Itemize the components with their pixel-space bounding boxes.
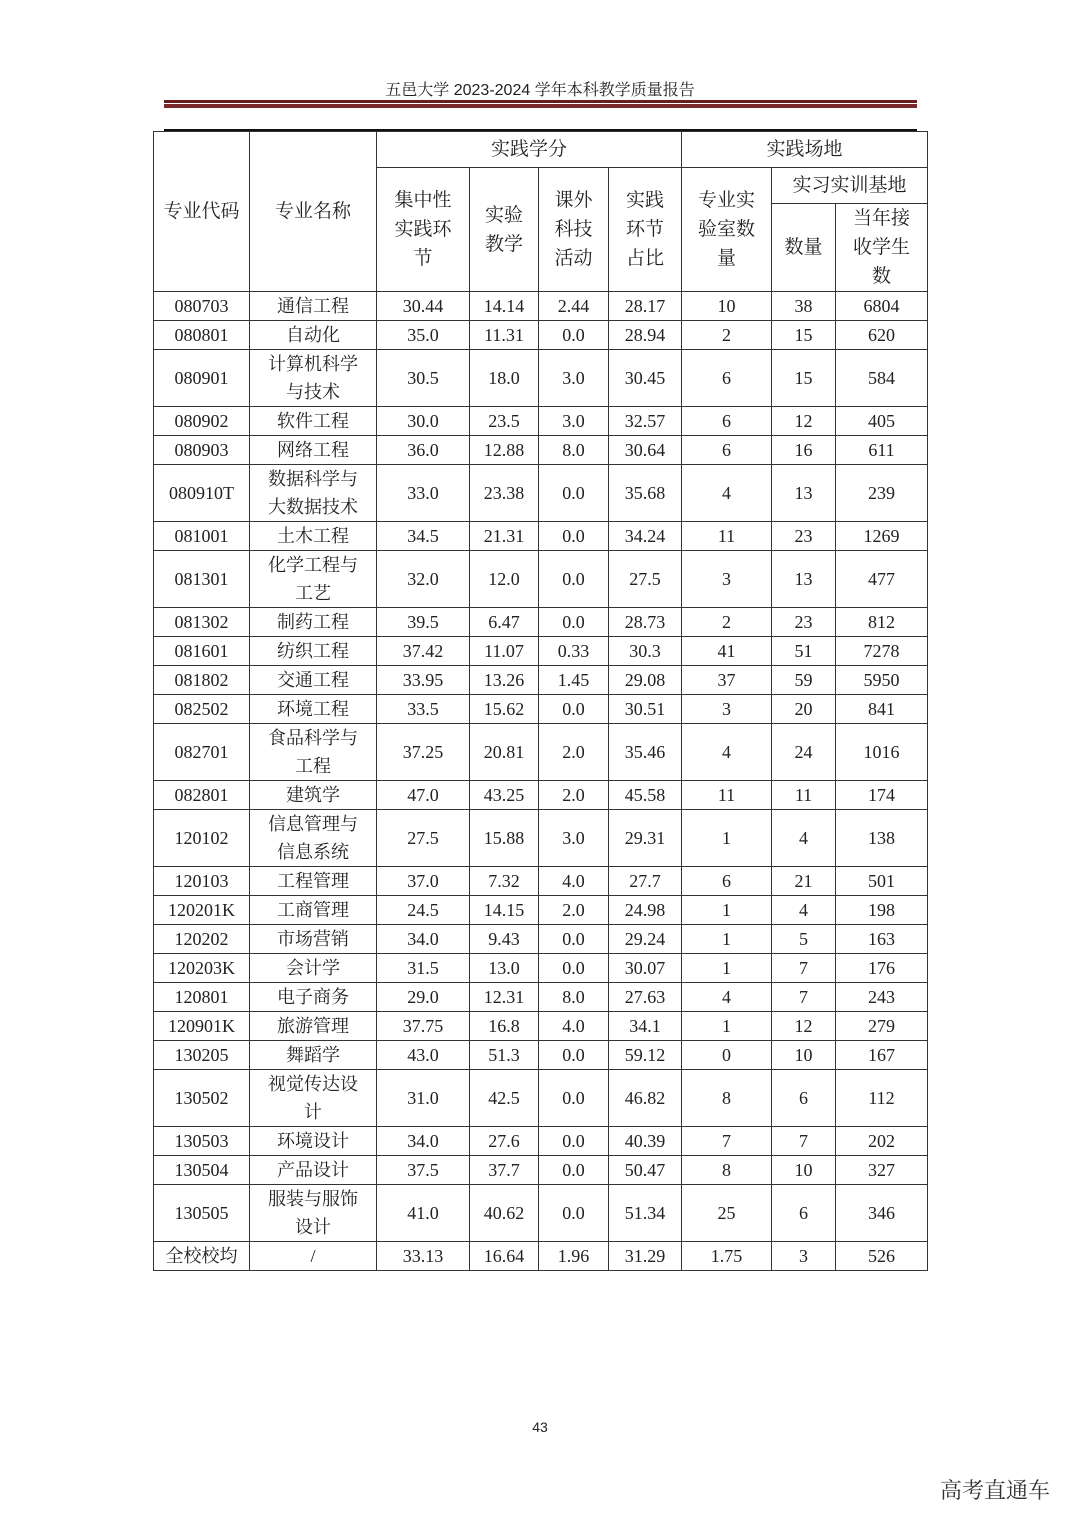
cell-lab-count: 6 (682, 407, 772, 436)
cell-major-code: 120901K (154, 1012, 250, 1041)
cell-lab-count: 4 (682, 983, 772, 1012)
cell-students-received: 5950 (836, 666, 928, 695)
cell-practice-ratio: 34.24 (609, 522, 682, 551)
cell-practice-ratio: 46.82 (609, 1070, 682, 1127)
cell-students-received: 243 (836, 983, 928, 1012)
cell-extracurricular: 3.0 (539, 350, 609, 407)
cell-base-count: 16 (772, 436, 836, 465)
cell-major-name: / (250, 1242, 377, 1271)
table-row (154, 925, 928, 954)
cell-experiment-teaching: 9.43 (470, 925, 539, 954)
cell-major-code: 130503 (154, 1127, 250, 1156)
cell-practice-ratio: 34.1 (609, 1012, 682, 1041)
cell-centralized-practice: 41.0 (377, 1185, 470, 1242)
cell-practice-ratio: 27.7 (609, 867, 682, 896)
cell-lab-count: 37 (682, 666, 772, 695)
cell-lab-count: 10 (682, 292, 772, 321)
cell-practice-ratio: 24.98 (609, 896, 682, 925)
cell-students-received: 584 (836, 350, 928, 407)
cell-lab-count: 11 (682, 522, 772, 551)
header-training-bases: 实习实训基地 (772, 168, 928, 204)
table-row (154, 810, 928, 867)
cell-practice-ratio: 31.29 (609, 1242, 682, 1271)
cell-experiment-teaching: 37.7 (470, 1156, 539, 1185)
cell-extracurricular: 2.44 (539, 292, 609, 321)
cell-lab-count: 4 (682, 465, 772, 522)
cell-students-received: 327 (836, 1156, 928, 1185)
cell-major-name: 化学工程与工艺 (250, 551, 377, 608)
table-row (154, 407, 928, 436)
cell-experiment-teaching: 40.62 (470, 1185, 539, 1242)
cell-centralized-practice: 36.0 (377, 436, 470, 465)
cell-experiment-teaching: 23.38 (470, 465, 539, 522)
cell-major-code: 081001 (154, 522, 250, 551)
cell-centralized-practice: 37.25 (377, 724, 470, 781)
cell-practice-ratio: 45.58 (609, 781, 682, 810)
header-base-count: 数量 (772, 204, 836, 292)
table-row (154, 1185, 928, 1242)
cell-base-count: 12 (772, 407, 836, 436)
cell-major-name: 环境设计 (250, 1127, 377, 1156)
cell-lab-count: 1 (682, 925, 772, 954)
cell-major-name: 服装与服饰设计 (250, 1185, 377, 1242)
cell-students-received: 174 (836, 781, 928, 810)
table-row (154, 1041, 928, 1070)
cell-major-code: 120201K (154, 896, 250, 925)
cell-lab-count: 2 (682, 608, 772, 637)
cell-major-code: 080703 (154, 292, 250, 321)
cell-major-code: 081802 (154, 666, 250, 695)
header-major-code: 专业代码 (154, 132, 250, 292)
watermark: 高考直通车 (940, 1479, 1051, 1504)
cell-major-name: 软件工程 (250, 407, 377, 436)
cell-base-count: 13 (772, 551, 836, 608)
cell-experiment-teaching: 14.14 (470, 292, 539, 321)
cell-experiment-teaching: 12.31 (470, 983, 539, 1012)
table-row (154, 954, 928, 983)
cell-major-name: 旅游管理 (250, 1012, 377, 1041)
cell-practice-ratio: 30.3 (609, 637, 682, 666)
cell-major-name: 食品科学与工程 (250, 724, 377, 781)
cell-experiment-teaching: 20.81 (470, 724, 539, 781)
cell-base-count: 23 (772, 608, 836, 637)
cell-base-count: 10 (772, 1041, 836, 1070)
cell-practice-ratio: 29.24 (609, 925, 682, 954)
cell-lab-count: 1 (682, 896, 772, 925)
cell-base-count: 7 (772, 954, 836, 983)
cell-students-received: 611 (836, 436, 928, 465)
cell-major-name: 数据科学与大数据技术 (250, 465, 377, 522)
cell-base-count: 38 (772, 292, 836, 321)
cell-extracurricular: 4.0 (539, 1012, 609, 1041)
cell-major-code: 130502 (154, 1070, 250, 1127)
cell-centralized-practice: 37.75 (377, 1012, 470, 1041)
table-row (154, 522, 928, 551)
page-number: 43 (532, 1419, 548, 1435)
cell-practice-ratio: 29.08 (609, 666, 682, 695)
table-row (154, 1012, 928, 1041)
cell-students-received: 167 (836, 1041, 928, 1070)
cell-centralized-practice: 30.5 (377, 350, 470, 407)
cell-major-code: 080902 (154, 407, 250, 436)
cell-experiment-teaching: 15.88 (470, 810, 539, 867)
cell-base-count: 24 (772, 724, 836, 781)
cell-major-name: 会计学 (250, 954, 377, 983)
cell-centralized-practice: 35.0 (377, 321, 470, 350)
cell-experiment-teaching: 13.26 (470, 666, 539, 695)
cell-major-code: 080910T (154, 465, 250, 522)
cell-students-received: 477 (836, 551, 928, 608)
cell-base-count: 3 (772, 1242, 836, 1271)
cell-extracurricular: 0.0 (539, 1185, 609, 1242)
table-row (154, 867, 928, 896)
cell-base-count: 51 (772, 637, 836, 666)
cell-lab-count: 4 (682, 724, 772, 781)
table-row (154, 781, 928, 810)
cell-students-received: 841 (836, 695, 928, 724)
cell-major-code: 120102 (154, 810, 250, 867)
cell-major-code: 120203K (154, 954, 250, 983)
cell-experiment-teaching: 27.6 (470, 1127, 539, 1156)
cell-major-name: 信息管理与信息系统 (250, 810, 377, 867)
header-practice-ratio: 实践环节占比 (609, 168, 682, 292)
cell-base-count: 7 (772, 983, 836, 1012)
header-centralized-practice: 集中性实践环节 (377, 168, 470, 292)
cell-lab-count: 11 (682, 781, 772, 810)
cell-major-code: 080901 (154, 350, 250, 407)
cell-base-count: 21 (772, 867, 836, 896)
cell-base-count: 15 (772, 350, 836, 407)
table-body (154, 292, 928, 1271)
cell-base-count: 13 (772, 465, 836, 522)
cell-experiment-teaching: 11.07 (470, 637, 539, 666)
cell-extracurricular: 8.0 (539, 436, 609, 465)
header-rule (164, 100, 917, 103)
cell-major-code: 082502 (154, 695, 250, 724)
cell-major-name: 工程管理 (250, 867, 377, 896)
cell-students-received: 1269 (836, 522, 928, 551)
table-row (154, 666, 928, 695)
cell-practice-ratio: 30.45 (609, 350, 682, 407)
cell-extracurricular: 8.0 (539, 983, 609, 1012)
cell-major-name: 电子商务 (250, 983, 377, 1012)
cell-centralized-practice: 34.0 (377, 1127, 470, 1156)
cell-base-count: 4 (772, 896, 836, 925)
cell-centralized-practice: 24.5 (377, 896, 470, 925)
cell-lab-count: 7 (682, 1127, 772, 1156)
cell-major-code: 120202 (154, 925, 250, 954)
cell-major-code: 082701 (154, 724, 250, 781)
cell-students-received: 812 (836, 608, 928, 637)
cell-extracurricular: 1.96 (539, 1242, 609, 1271)
cell-practice-ratio: 28.73 (609, 608, 682, 637)
cell-lab-count: 2 (682, 321, 772, 350)
cell-lab-count: 6 (682, 436, 772, 465)
cell-major-name: 产品设计 (250, 1156, 377, 1185)
cell-extracurricular: 0.0 (539, 1127, 609, 1156)
cell-centralized-practice: 39.5 (377, 608, 470, 637)
cell-major-code: 120103 (154, 867, 250, 896)
cell-centralized-practice: 37.5 (377, 1156, 470, 1185)
cell-lab-count: 3 (682, 695, 772, 724)
cell-extracurricular: 3.0 (539, 810, 609, 867)
table-row (154, 350, 928, 407)
cell-base-count: 10 (772, 1156, 836, 1185)
cell-centralized-practice: 31.5 (377, 954, 470, 983)
cell-major-code: 082801 (154, 781, 250, 810)
cell-students-received: 176 (836, 954, 928, 983)
cell-extracurricular: 0.0 (539, 925, 609, 954)
cell-major-code: 120801 (154, 983, 250, 1012)
cell-practice-ratio: 27.5 (609, 551, 682, 608)
cell-base-count: 4 (772, 810, 836, 867)
cell-centralized-practice: 33.13 (377, 1242, 470, 1271)
cell-centralized-practice: 31.0 (377, 1070, 470, 1127)
table-row (154, 1070, 928, 1127)
cell-students-received: 526 (836, 1242, 928, 1271)
cell-experiment-teaching: 51.3 (470, 1041, 539, 1070)
cell-major-code: 130504 (154, 1156, 250, 1185)
cell-experiment-teaching: 15.62 (470, 695, 539, 724)
table-row (154, 465, 928, 522)
cell-base-count: 59 (772, 666, 836, 695)
cell-major-name: 舞蹈学 (250, 1041, 377, 1070)
cell-students-received: 501 (836, 867, 928, 896)
cell-major-name: 建筑学 (250, 781, 377, 810)
cell-students-received: 6804 (836, 292, 928, 321)
cell-extracurricular: 2.0 (539, 724, 609, 781)
cell-practice-ratio: 32.57 (609, 407, 682, 436)
cell-practice-ratio: 30.64 (609, 436, 682, 465)
cell-students-received: 198 (836, 896, 928, 925)
cell-practice-ratio: 51.34 (609, 1185, 682, 1242)
table-row (154, 1127, 928, 1156)
table-row (154, 436, 928, 465)
table-row (154, 321, 928, 350)
cell-practice-ratio: 40.39 (609, 1127, 682, 1156)
practice-credits-table (153, 131, 928, 1271)
cell-practice-ratio: 28.94 (609, 321, 682, 350)
cell-major-code: 130505 (154, 1185, 250, 1242)
cell-practice-ratio: 59.12 (609, 1041, 682, 1070)
cell-major-name: 环境工程 (250, 695, 377, 724)
cell-students-received: 279 (836, 1012, 928, 1041)
cell-major-code: 081601 (154, 637, 250, 666)
header-lab-count: 专业实验室数量 (682, 168, 772, 292)
cell-major-name: 土木工程 (250, 522, 377, 551)
table-row (154, 637, 928, 666)
cell-experiment-teaching: 14.15 (470, 896, 539, 925)
table-row (154, 551, 928, 608)
cell-base-count: 12 (772, 1012, 836, 1041)
cell-experiment-teaching: 18.0 (470, 350, 539, 407)
cell-lab-count: 6 (682, 867, 772, 896)
cell-experiment-teaching: 6.47 (470, 608, 539, 637)
cell-centralized-practice: 33.95 (377, 666, 470, 695)
cell-major-code: 130205 (154, 1041, 250, 1070)
cell-students-received: 112 (836, 1070, 928, 1127)
cell-base-count: 5 (772, 925, 836, 954)
cell-centralized-practice: 34.5 (377, 522, 470, 551)
cell-experiment-teaching: 11.31 (470, 321, 539, 350)
cell-lab-count: 8 (682, 1156, 772, 1185)
table-row (154, 608, 928, 637)
cell-students-received: 346 (836, 1185, 928, 1242)
cell-practice-ratio: 30.51 (609, 695, 682, 724)
cell-experiment-teaching: 16.64 (470, 1242, 539, 1271)
cell-lab-count: 1 (682, 810, 772, 867)
cell-centralized-practice: 47.0 (377, 781, 470, 810)
cell-students-received: 405 (836, 407, 928, 436)
cell-extracurricular: 0.0 (539, 522, 609, 551)
cell-major-code: 080903 (154, 436, 250, 465)
cell-practice-ratio: 28.17 (609, 292, 682, 321)
cell-extracurricular: 0.0 (539, 1041, 609, 1070)
cell-practice-ratio: 50.47 (609, 1156, 682, 1185)
cell-experiment-teaching: 43.25 (470, 781, 539, 810)
cell-major-name: 网络工程 (250, 436, 377, 465)
cell-extracurricular: 0.0 (539, 1070, 609, 1127)
cell-major-code: 全校校均 (154, 1242, 250, 1271)
table-row (154, 896, 928, 925)
cell-extracurricular: 0.0 (539, 551, 609, 608)
cell-students-received: 620 (836, 321, 928, 350)
cell-centralized-practice: 32.0 (377, 551, 470, 608)
header-students-received: 当年接收学生数 (836, 204, 928, 292)
cell-lab-count: 1 (682, 954, 772, 983)
table-row-average (154, 1242, 928, 1271)
cell-centralized-practice: 34.0 (377, 925, 470, 954)
cell-base-count: 20 (772, 695, 836, 724)
cell-practice-ratio: 27.63 (609, 983, 682, 1012)
cell-centralized-practice: 30.44 (377, 292, 470, 321)
cell-lab-count: 41 (682, 637, 772, 666)
table-row (154, 983, 928, 1012)
cell-extracurricular: 4.0 (539, 867, 609, 896)
cell-extracurricular: 1.45 (539, 666, 609, 695)
cell-centralized-practice: 37.0 (377, 867, 470, 896)
header-rule-thick (164, 104, 917, 108)
cell-base-count: 11 (772, 781, 836, 810)
table-row (154, 724, 928, 781)
header-extracurricular: 课外科技活动 (539, 168, 609, 292)
header-experiment-teaching: 实验教学 (470, 168, 539, 292)
cell-extracurricular: 0.0 (539, 321, 609, 350)
cell-major-code: 081302 (154, 608, 250, 637)
cell-major-name: 交通工程 (250, 666, 377, 695)
cell-practice-ratio: 29.31 (609, 810, 682, 867)
cell-centralized-practice: 30.0 (377, 407, 470, 436)
report-header-title: 五邑大学 2023-2024 学年本科教学质量报告 (385, 82, 695, 99)
cell-experiment-teaching: 16.8 (470, 1012, 539, 1041)
cell-centralized-practice: 33.5 (377, 695, 470, 724)
cell-centralized-practice: 37.42 (377, 637, 470, 666)
cell-students-received: 163 (836, 925, 928, 954)
cell-major-code: 080801 (154, 321, 250, 350)
cell-base-count: 6 (772, 1070, 836, 1127)
cell-lab-count: 25 (682, 1185, 772, 1242)
cell-students-received: 239 (836, 465, 928, 522)
cell-extracurricular: 0.0 (539, 465, 609, 522)
cell-experiment-teaching: 7.32 (470, 867, 539, 896)
table-row (154, 292, 928, 321)
cell-extracurricular: 2.0 (539, 896, 609, 925)
cell-extracurricular: 0.0 (539, 608, 609, 637)
cell-practice-ratio: 30.07 (609, 954, 682, 983)
cell-base-count: 6 (772, 1185, 836, 1242)
cell-experiment-teaching: 13.0 (470, 954, 539, 983)
cell-centralized-practice: 29.0 (377, 983, 470, 1012)
cell-centralized-practice: 27.5 (377, 810, 470, 867)
cell-extracurricular: 2.0 (539, 781, 609, 810)
cell-lab-count: 6 (682, 350, 772, 407)
cell-experiment-teaching: 12.88 (470, 436, 539, 465)
header-practice-sites: 实践场地 (682, 132, 928, 168)
cell-students-received: 138 (836, 810, 928, 867)
cell-major-name: 视觉传达设计 (250, 1070, 377, 1127)
cell-extracurricular: 3.0 (539, 407, 609, 436)
cell-base-count: 23 (772, 522, 836, 551)
cell-lab-count: 0 (682, 1041, 772, 1070)
cell-major-name: 工商管理 (250, 896, 377, 925)
cell-lab-count: 3 (682, 551, 772, 608)
cell-lab-count: 1 (682, 1012, 772, 1041)
cell-centralized-practice: 43.0 (377, 1041, 470, 1070)
cell-extracurricular: 0.0 (539, 695, 609, 724)
cell-major-name: 纺织工程 (250, 637, 377, 666)
cell-extracurricular: 0.0 (539, 1156, 609, 1185)
cell-major-name: 自动化 (250, 321, 377, 350)
cell-experiment-teaching: 21.31 (470, 522, 539, 551)
cell-major-name: 制药工程 (250, 608, 377, 637)
cell-major-name: 市场营销 (250, 925, 377, 954)
cell-experiment-teaching: 42.5 (470, 1070, 539, 1127)
table-row (154, 1156, 928, 1185)
cell-students-received: 1016 (836, 724, 928, 781)
cell-practice-ratio: 35.46 (609, 724, 682, 781)
cell-experiment-teaching: 12.0 (470, 551, 539, 608)
cell-major-name: 计算机科学与技术 (250, 350, 377, 407)
cell-practice-ratio: 35.68 (609, 465, 682, 522)
cell-major-name: 通信工程 (250, 292, 377, 321)
cell-extracurricular: 0.0 (539, 954, 609, 983)
cell-lab-count: 1.75 (682, 1242, 772, 1271)
header-practice-credits: 实践学分 (377, 132, 682, 168)
cell-lab-count: 8 (682, 1070, 772, 1127)
cell-centralized-practice: 33.0 (377, 465, 470, 522)
cell-base-count: 7 (772, 1127, 836, 1156)
cell-students-received: 202 (836, 1127, 928, 1156)
table-row (154, 695, 928, 724)
header-major-name: 专业名称 (250, 132, 377, 292)
cell-base-count: 15 (772, 321, 836, 350)
cell-extracurricular: 0.33 (539, 637, 609, 666)
cell-students-received: 7278 (836, 637, 928, 666)
cell-major-code: 081301 (154, 551, 250, 608)
cell-experiment-teaching: 23.5 (470, 407, 539, 436)
